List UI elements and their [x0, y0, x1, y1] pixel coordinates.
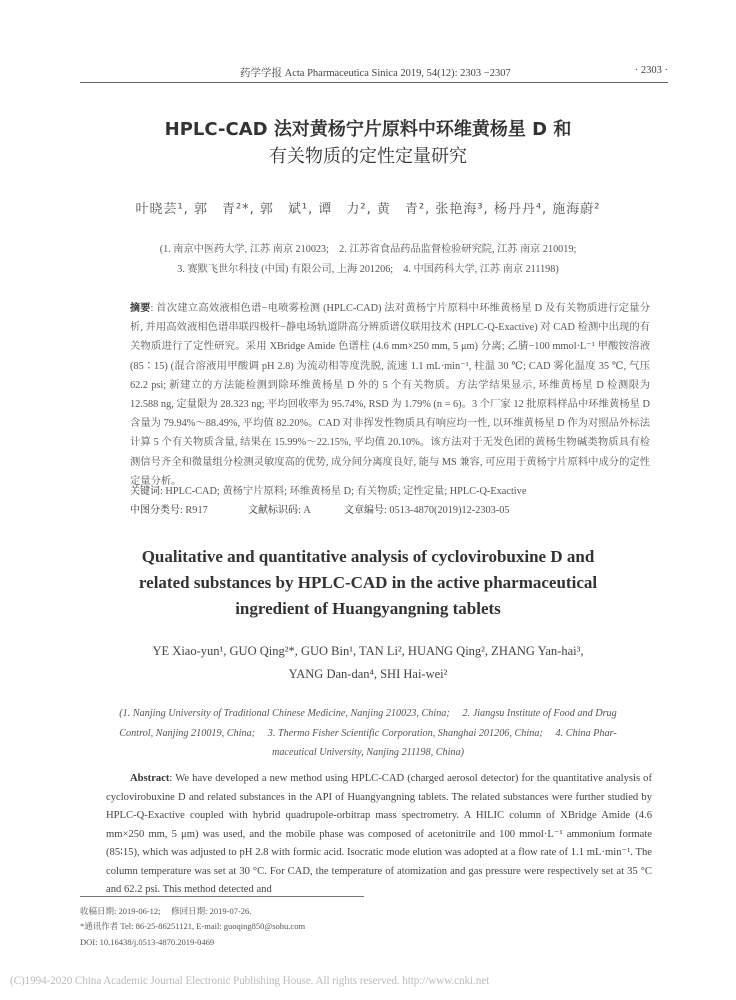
english-authors-line-1: YE Xiao-yun¹, GUO Qing²*, GUO Bin¹, TAN Li², HUANG Qing², ZHANG Yan-hai³, [152, 644, 584, 658]
running-header [80, 62, 680, 80]
english-abstract-text: : We have developed a new method using HPLC-CAD (charged aerosol detector) for the quantitative analysis of cyclovirobuxine D and related substances in the API of Huangyangning tablets. The related substances were further studied by HPLC-Q-Exactive coupled with hybrid quadrupole-orbitrap mass spectrometry. A HILIC column of XBridge Amide (4.6 mm×250 mm, 5 μm) was used, and the mobile phase was composed of acetonitrile and 100 mmol·L⁻¹ ammonium formate (85∶15), which was adjusted to pH 2.8 with formic acid. Isocratic mode elution was adopted at a flow rate of 1.1 mL·min⁻¹. The column temperature was set at 30 °C. For CAD, the temperature of atomization and gas pressure were respectively set at 35 °C and 62.2 psi. This method detected and [106, 773, 652, 895]
chinese-authors: 叶晓芸¹, 郭 青²*, 郭 斌¹, 谭 力², 黄 青², 张艳海³, 杨丹丹⁴, 施海蔚² [135, 202, 601, 217]
english-title [60, 544, 676, 622]
keywords-label: 关键词 [130, 486, 160, 497]
chinese-title-line-2: 有关物质的定性定量研究 [269, 146, 467, 167]
chinese-affiliation-line-2: 3. 赛默飞世尔科技 (中国) 有限公司, 上海 201206; 4. 中国药科大学, 江苏 南京 211198) [177, 264, 559, 275]
english-affiliation-line-2: Control, Nanjing 210019, China; 3. Thermo Fisher Scientific Corporation, Shanghai 201206, China; 4. China Phar- [119, 727, 617, 739]
page-number: · 2303 · [634, 65, 668, 76]
doccode-value: : A [298, 505, 311, 516]
clc-value: : R917 [180, 505, 208, 516]
english-title-line-1: Qualitative and quantitative analysis of cyclovirobuxine D and [141, 547, 595, 566]
footnote-rule [80, 896, 364, 897]
chinese-keywords [130, 482, 526, 497]
english-abstract [106, 770, 652, 900]
article-number-value: : 0513-4870(2019)12-2303-05 [384, 505, 510, 516]
journal-citation: 药学学报 Acta Pharmaceutica Sinica 2019, 54(12): 2303 −2307 [240, 68, 511, 79]
chinese-affiliation-line-1: (1. 南京中医药大学, 江苏 南京 210023; 2. 江苏省食品药品监督检验研究院, 江苏 南京 210019; [159, 244, 577, 255]
classification-line [130, 501, 510, 516]
english-title-line-3: ingredient of Huangyangning tablets [235, 599, 501, 618]
english-affiliation-line-3: maceutical University, Nanjing 211198, China) [271, 747, 465, 759]
chinese-abstract [130, 299, 650, 491]
article-number-label: 文章编号 [344, 505, 384, 516]
doi: DOI: 10.16438/j.0513-4870.2019-0469 [80, 936, 215, 947]
chinese-title-line-1: HPLC-CAD 法对黄杨宁片原料中环维黄杨星 D 和 [164, 119, 572, 140]
header-rule [80, 82, 668, 83]
chinese-affiliations [60, 240, 676, 280]
english-authors [100, 640, 636, 686]
english-title-line-2: related substances by HPLC-CAD in the active pharmaceutical [138, 573, 598, 592]
chinese-abstract-text: : 首次建立高效液相色谱−电喷雾检测 (HPLC-CAD) 法对黄杨宁片原料中环维黄杨星 D 及有关物质进行定量分析, 并用高效液相色谱串联四极杆−静电场轨道阱高分辨质谱仪联用技术 (HPLC-Q-Exactive) 对 CAD 检测中出现的有关物质进行了定性研究。采用 XBridge Amide 色谱柱 (4.6 mm×250 mm, 5 μm) 分离; 乙腈−100 mmol·L⁻¹ 甲酸铵溶液 (85∶15) (混合溶液用甲酸调 pH 2.8) 为流动相等度洗脱, 流速 1.1 mL·min⁻¹, 柱温 30 ℃; CAD 雾化温度 35 ℃, 气压 62.2 psi; 新建立的方法能检测到除环维黄杨星 D 外的 5 个有关物质。方法学结果显示, 环维黄杨星 D 检测限为 12.588 ng, 定量限为 28.323 ng; 平均回收率为 95.74%, RSD 为 1.79% (n = 6)。3 个厂家 12 批原料样品中环维黄杨星 D 含量为 79.94%～88.49%, 平均值 82.20%。CAD 对非挥发性物质具有响应均一性, 以环维黄杨星 D 作为对照品外标法计算 5 个有关物质含量, 结果在 15.99%～22.15%, 平均值 20.10%。该方法对于无发色团的黄杨生物碱类物质具有检测信号齐全和微量组分检测灵敏度高的优势, 成分间分离度良好, 能与 MS 兼容, 可应用于黄杨宁片原料中成分的定性定量分析。 [130, 303, 650, 487]
footnotes [80, 904, 305, 950]
copyright-watermark: (C)1994-2020 China Academic Journal Electronic Publishing House. All rights reserved. http://www.cnki.net [10, 975, 490, 987]
keywords-text: : HPLC-CAD; 黄杨宁片原料; 环维黄杨星 D; 有关物质; 定性定量; HPLC-Q-Exactive [160, 486, 527, 497]
doccode-label: 文献标识码 [248, 505, 298, 516]
english-abstract-label: Abstract [130, 773, 170, 784]
english-authors-line-2: YANG Dan-dan⁴, SHI Hai-wei² [288, 667, 448, 681]
english-affiliation-line-1: (1. Nanjing University of Traditional Chinese Medicine, Nanjing 210023, China; 2. Jiangsu Institute of Food and Drug [119, 708, 617, 719]
chinese-abstract-label: 摘要 [130, 303, 151, 314]
corresponding-author: *通讯作者 Tel: 86-25-86251121, E-mail: guoqing850@sohu.com [80, 921, 306, 932]
english-affiliations [100, 704, 636, 763]
chinese-title [60, 116, 676, 170]
received-dates: 收稿日期: 2019-06-12; 修回日期: 2019-07-26. [80, 906, 252, 916]
clc-label: 中图分类号 [130, 505, 180, 516]
